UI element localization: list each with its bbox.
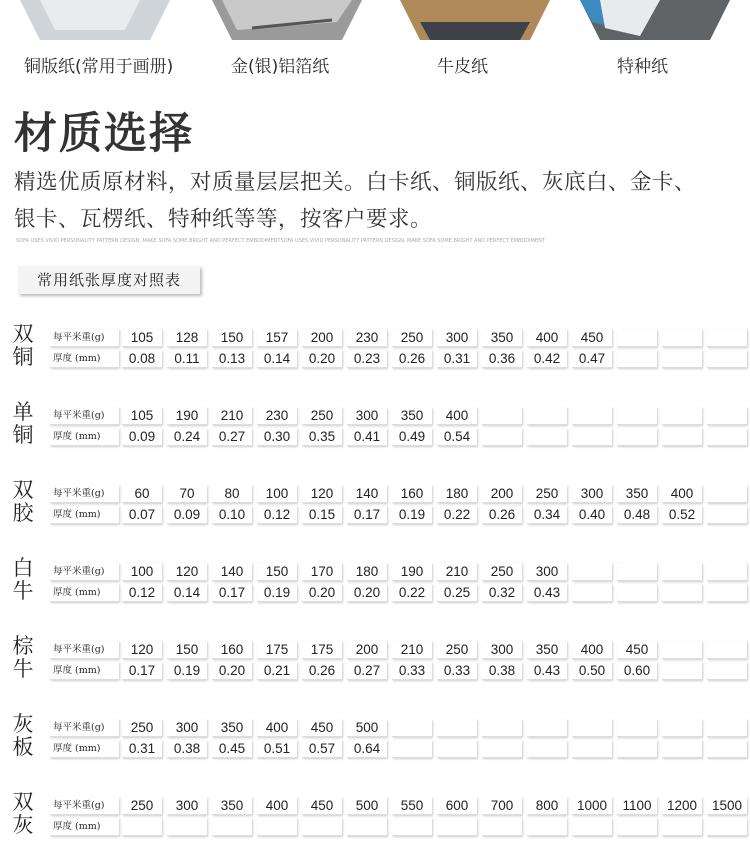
weight-cell: 250 <box>527 485 567 503</box>
thickness-cell: 0.17 <box>212 584 252 602</box>
thickness-cell <box>437 740 477 758</box>
weight-cell: 350 <box>482 329 522 347</box>
weight-cell <box>617 719 657 737</box>
weight-cell <box>392 719 432 737</box>
paper-block <box>10 479 750 529</box>
weight-cell: 450 <box>302 719 342 737</box>
weight-label: 每平米重(g) <box>50 797 119 815</box>
weight-cell: 350 <box>212 797 252 815</box>
weight-cell <box>662 719 702 737</box>
weight-cell: 250 <box>392 329 432 347</box>
thickness-cell <box>482 428 522 446</box>
thickness-cell <box>572 818 612 836</box>
thickness-cell <box>572 740 612 758</box>
thickness-cell: 0.24 <box>167 428 207 446</box>
paper-name: 灰板 <box>12 712 34 759</box>
weight-cell: 150 <box>257 563 297 581</box>
thickness-cell: 0.19 <box>257 584 297 602</box>
weight-cell: 180 <box>437 485 477 503</box>
thickness-cell: 0.54 <box>437 428 477 446</box>
thickness-cell: 0.12 <box>257 506 297 524</box>
thickness-cell: 0.09 <box>122 428 162 446</box>
paper-name: 双灰 <box>12 790 34 837</box>
paper-block <box>10 557 750 607</box>
weight-cell: 300 <box>167 797 207 815</box>
thickness-cell: 0.10 <box>212 506 252 524</box>
intro-text <box>14 164 744 238</box>
weight-cell <box>662 329 702 347</box>
thickness-cell: 0.19 <box>392 506 432 524</box>
thickness-cell: 0.40 <box>572 506 612 524</box>
thickness-cell <box>302 818 342 836</box>
weight-cell: 250 <box>482 563 522 581</box>
weight-cell: 350 <box>527 641 567 659</box>
weight-cell: 350 <box>617 485 657 503</box>
thickness-cell: 0.47 <box>572 350 612 368</box>
thickness-cell: 0.31 <box>122 740 162 758</box>
weight-cell: 400 <box>662 485 702 503</box>
thickness-cell <box>662 584 702 602</box>
page-title: 材质选择 <box>14 109 194 159</box>
thickness-cell <box>617 740 657 758</box>
thickness-cell: 0.38 <box>482 662 522 680</box>
weight-cell: 210 <box>392 641 432 659</box>
paper-name: 双铜 <box>12 322 34 369</box>
weight-cell: 300 <box>572 485 612 503</box>
weight-cell: 400 <box>572 641 612 659</box>
weight-label: 每平米重(g) <box>50 485 119 503</box>
table-title: 常用纸张厚度对照表 <box>18 266 200 294</box>
weight-cell: 105 <box>122 329 162 347</box>
weight-cell: 100 <box>122 563 162 581</box>
thickness-cell: 0.49 <box>392 428 432 446</box>
thickness-label: 厚度 (mm) <box>50 506 119 524</box>
weight-cell: 400 <box>257 797 297 815</box>
weight-label: 每平米重(g) <box>50 329 119 347</box>
weight-label: 每平米重(g) <box>50 719 119 737</box>
thickness-cell: 0.32 <box>482 584 522 602</box>
thickness-cell: 0.19 <box>167 662 207 680</box>
weight-cell <box>707 407 747 425</box>
paper-block <box>10 791 750 841</box>
thickness-cell <box>662 428 702 446</box>
thickness-cell <box>527 740 567 758</box>
thickness-cell: 0.07 <box>122 506 162 524</box>
thickness-cell: 0.27 <box>212 428 252 446</box>
weight-cell: 300 <box>167 719 207 737</box>
weight-cell: 450 <box>617 641 657 659</box>
weight-cell <box>662 563 702 581</box>
weight-cell: 400 <box>527 329 567 347</box>
thickness-cell: 0.20 <box>302 584 342 602</box>
paper-block <box>10 635 750 685</box>
weight-cell: 100 <box>257 485 297 503</box>
thickness-cell: 0.15 <box>302 506 342 524</box>
weight-cell: 230 <box>257 407 297 425</box>
weight-cell: 140 <box>347 485 387 503</box>
category-strip <box>0 0 750 92</box>
thickness-cell: 0.20 <box>347 584 387 602</box>
thickness-cell <box>662 662 702 680</box>
paper-name: 棕牛 <box>12 634 34 681</box>
thickness-cell <box>617 584 657 602</box>
thickness-cell <box>482 818 522 836</box>
thickness-cell <box>527 818 567 836</box>
special-paper-thumbnail <box>580 0 730 44</box>
thickness-cell <box>617 818 657 836</box>
thickness-cell: 0.13 <box>212 350 252 368</box>
thickness-cell: 0.14 <box>167 584 207 602</box>
thickness-cell: 0.22 <box>392 584 432 602</box>
weight-cell: 300 <box>347 407 387 425</box>
thickness-cell: 0.45 <box>212 740 252 758</box>
thickness-cell: 0.33 <box>392 662 432 680</box>
weight-cell: 300 <box>482 641 522 659</box>
thickness-cell: 0.26 <box>482 506 522 524</box>
weight-cell: 200 <box>482 485 522 503</box>
thickness-label: 厚度 (mm) <box>50 662 119 680</box>
weight-cell: 80 <box>212 485 252 503</box>
thickness-cell <box>707 584 747 602</box>
weight-cell: 170 <box>302 563 342 581</box>
weight-cell: 70 <box>167 485 207 503</box>
weight-cell: 120 <box>167 563 207 581</box>
thickness-cell: 0.20 <box>212 662 252 680</box>
thickness-label: 厚度 (mm) <box>50 818 119 836</box>
paper-name: 双胶 <box>12 478 34 525</box>
paper-block <box>10 713 750 763</box>
paper-name: 单铜 <box>12 400 34 447</box>
thickness-cell <box>122 818 162 836</box>
thickness-cell: 0.14 <box>257 350 297 368</box>
thickness-cell <box>662 740 702 758</box>
thickness-cell: 0.08 <box>122 350 162 368</box>
weight-cell <box>527 719 567 737</box>
weight-cell <box>482 719 522 737</box>
weight-cell: 250 <box>122 719 162 737</box>
weight-cell: 210 <box>212 407 252 425</box>
thickness-cell: 0.23 <box>347 350 387 368</box>
weight-cell: 400 <box>437 407 477 425</box>
thickness-cell <box>392 818 432 836</box>
weight-cell: 128 <box>167 329 207 347</box>
thickness-cell <box>707 350 747 368</box>
category-label-foil: 金(银)铝箔纸 <box>231 57 330 77</box>
intro-line-1: 精选优质原材料，对质量层层把关。白卡纸、铜版纸、灰底白、金卡、 <box>14 170 697 195</box>
weight-cell: 500 <box>347 719 387 737</box>
thickness-cell <box>212 818 252 836</box>
weight-label: 每平米重(g) <box>50 407 119 425</box>
thickness-cell: 0.22 <box>437 506 477 524</box>
thickness-cell: 0.20 <box>302 350 342 368</box>
weight-cell: 300 <box>527 563 567 581</box>
thickness-cell: 0.64 <box>347 740 387 758</box>
thickness-cell: 0.17 <box>347 506 387 524</box>
thickness-cell: 0.30 <box>257 428 297 446</box>
weight-cell: 1000 <box>572 797 612 815</box>
thickness-cell: 0.12 <box>122 584 162 602</box>
weight-cell <box>707 329 747 347</box>
weight-cell: 175 <box>302 641 342 659</box>
weight-cell <box>662 641 702 659</box>
category-label-special: 特种纸 <box>617 57 668 77</box>
weight-cell: 200 <box>347 641 387 659</box>
weight-cell <box>707 563 747 581</box>
weight-cell: 230 <box>347 329 387 347</box>
weight-cell: 550 <box>392 797 432 815</box>
thickness-cell <box>527 428 567 446</box>
thickness-cell: 0.27 <box>347 662 387 680</box>
thickness-cell: 0.38 <box>167 740 207 758</box>
weight-cell <box>527 407 567 425</box>
thickness-cell: 0.48 <box>617 506 657 524</box>
weight-cell <box>572 719 612 737</box>
thickness-label: 厚度 (mm) <box>50 584 119 602</box>
thickness-cell <box>617 350 657 368</box>
thickness-cell: 0.34 <box>527 506 567 524</box>
thickness-cell: 0.57 <box>302 740 342 758</box>
thickness-label: 厚度 (mm) <box>50 428 119 446</box>
thickness-cell <box>707 662 747 680</box>
weight-cell: 140 <box>212 563 252 581</box>
thickness-cell <box>482 740 522 758</box>
thickness-cell: 0.31 <box>437 350 477 368</box>
thickness-cell: 0.35 <box>302 428 342 446</box>
intro-line-2: 银卡、瓦楞纸、特种纸等等，按客户要求。 <box>14 207 433 232</box>
thickness-cell: 0.17 <box>122 662 162 680</box>
thickness-cell <box>617 428 657 446</box>
weight-cell: 160 <box>212 641 252 659</box>
thickness-cell: 0.09 <box>167 506 207 524</box>
kraft-paper-thumbnail <box>400 0 550 44</box>
weight-cell: 190 <box>392 563 432 581</box>
thickness-cell: 0.42 <box>527 350 567 368</box>
weight-cell: 350 <box>212 719 252 737</box>
weight-cell: 120 <box>302 485 342 503</box>
thickness-cell <box>662 350 702 368</box>
weight-cell <box>437 719 477 737</box>
thickness-cell <box>707 428 747 446</box>
coated-paper-thumbnail <box>20 0 170 44</box>
weight-label: 每平米重(g) <box>50 563 119 581</box>
weight-cell: 400 <box>257 719 297 737</box>
category-label-kraft: 牛皮纸 <box>437 57 488 77</box>
thickness-cell: 0.11 <box>167 350 207 368</box>
thickness-cell: 0.60 <box>617 662 657 680</box>
thickness-cell: 0.51 <box>257 740 297 758</box>
paper-block <box>10 401 750 451</box>
english-caption: SOFA USES VIVID PERSONALITY PATTERN DESIGN, MAKE SOFA SOME BRIGHT AND PERFECT EMBODIMENTSOFA USES VIVID PERSONALITY PATTERN DESIGN, MAKE SOFA SOME BRIGHT AND PERFECT EMBODIMENT <box>16 238 545 244</box>
thickness-cell <box>257 818 297 836</box>
thickness-cell: 0.21 <box>257 662 297 680</box>
weight-cell: 250 <box>122 797 162 815</box>
thickness-label: 厚度 (mm) <box>50 740 119 758</box>
paper-block <box>10 323 750 373</box>
weight-cell: 700 <box>482 797 522 815</box>
weight-cell: 1100 <box>617 797 657 815</box>
weight-cell <box>482 407 522 425</box>
weight-cell: 150 <box>212 329 252 347</box>
thickness-cell <box>167 818 207 836</box>
thickness-cell <box>572 584 612 602</box>
weight-cell: 350 <box>392 407 432 425</box>
weight-cell <box>707 719 747 737</box>
thickness-cell <box>437 818 477 836</box>
weight-cell: 600 <box>437 797 477 815</box>
category-label-coated: 铜版纸(常用于画册) <box>24 57 174 77</box>
weight-cell: 120 <box>122 641 162 659</box>
weight-cell: 1200 <box>662 797 702 815</box>
thickness-label: 厚度 (mm) <box>50 350 119 368</box>
foil-paper-thumbnail <box>212 0 362 44</box>
thickness-cell <box>662 818 702 836</box>
weight-cell <box>707 485 747 503</box>
weight-cell: 200 <box>302 329 342 347</box>
thickness-cell <box>392 740 432 758</box>
weight-cell <box>617 407 657 425</box>
weight-cell <box>662 407 702 425</box>
thickness-cell: 0.52 <box>662 506 702 524</box>
weight-cell: 180 <box>347 563 387 581</box>
thickness-cell <box>707 506 747 524</box>
thickness-cell: 0.26 <box>302 662 342 680</box>
weight-cell: 160 <box>392 485 432 503</box>
weight-cell: 250 <box>302 407 342 425</box>
thickness-cell: 0.41 <box>347 428 387 446</box>
thickness-cell <box>347 818 387 836</box>
weight-cell <box>572 563 612 581</box>
weight-cell: 210 <box>437 563 477 581</box>
weight-label: 每平米重(g) <box>50 641 119 659</box>
thickness-cell: 0.43 <box>527 662 567 680</box>
thickness-cell <box>707 818 747 836</box>
weight-cell: 190 <box>167 407 207 425</box>
weight-cell: 300 <box>437 329 477 347</box>
thickness-cell: 0.26 <box>392 350 432 368</box>
weight-cell <box>617 329 657 347</box>
weight-cell <box>707 641 747 659</box>
weight-cell: 157 <box>257 329 297 347</box>
weight-cell: 150 <box>167 641 207 659</box>
weight-cell: 175 <box>257 641 297 659</box>
weight-cell: 250 <box>437 641 477 659</box>
thickness-cell: 0.25 <box>437 584 477 602</box>
thickness-cell: 0.50 <box>572 662 612 680</box>
thickness-cell <box>707 740 747 758</box>
weight-cell: 500 <box>347 797 387 815</box>
thickness-cell <box>572 428 612 446</box>
weight-cell: 1500 <box>707 797 747 815</box>
weight-cell: 450 <box>572 329 612 347</box>
weight-cell: 450 <box>302 797 342 815</box>
weight-cell <box>572 407 612 425</box>
thickness-cell: 0.33 <box>437 662 477 680</box>
thickness-cell: 0.43 <box>527 584 567 602</box>
weight-cell <box>617 563 657 581</box>
thickness-cell: 0.36 <box>482 350 522 368</box>
weight-cell: 60 <box>122 485 162 503</box>
paper-name: 白牛 <box>12 556 34 603</box>
weight-cell: 800 <box>527 797 567 815</box>
weight-cell: 105 <box>122 407 162 425</box>
